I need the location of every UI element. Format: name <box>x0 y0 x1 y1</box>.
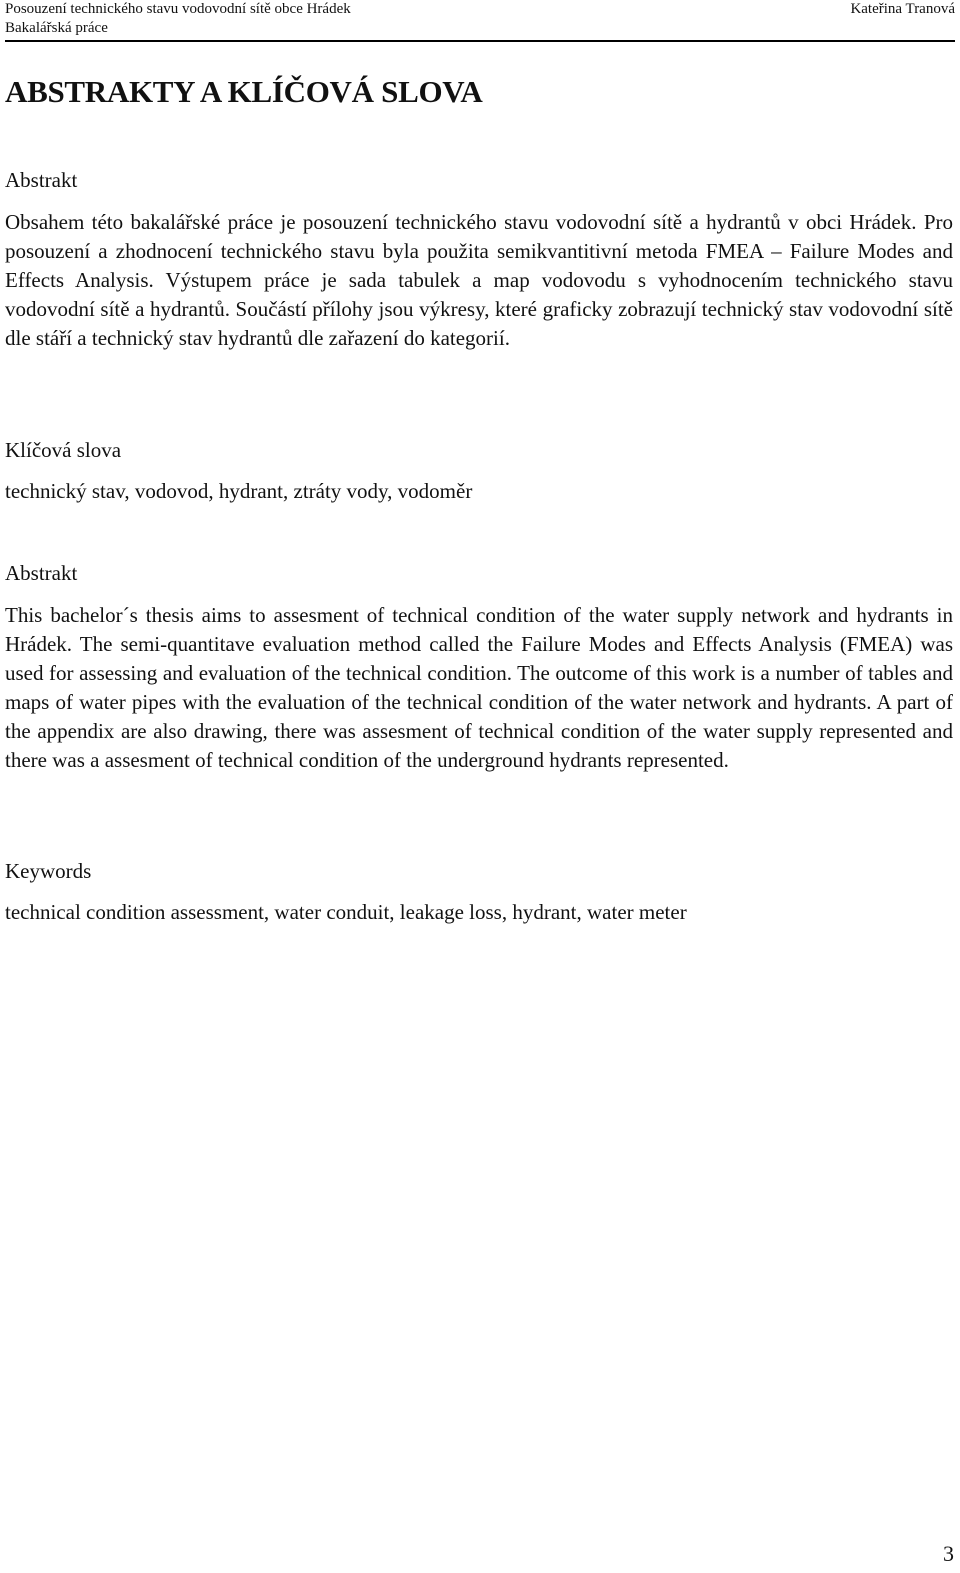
keywords-cz-section <box>5 436 953 506</box>
thesis-title: Posouzení technického stavu vodovodní sítě obce Hrádek <box>5 1 351 17</box>
page-title: ABSTRAKTY A KLÍČOVÁ SLOVA <box>5 74 483 109</box>
thesis-type: Bakalářská práce <box>5 20 108 36</box>
header-left <box>5 0 351 38</box>
abstract-cz-text: Obsahem této bakalářské práce je posouzení technického stavu vodovodní sítě a hydrantů v obci Hrádek. Pro posouzení a zhodnocení technického stavu byla použita semikvantitivní metoda FMEA – Failure Modes and Effects Analysis. Výstupem práce je sada tabulek a map vodovodu s vyhodnocením technického stavu vodovodní sítě a hydrantů. Součástí přílohy jsou výkresy, které graficky zobrazují technický stav vodovodní sítě dle stáří a technický stav hydrantů dle zařazení do kategorií. <box>5 210 953 350</box>
abstract-cz-heading: Abstrakt <box>5 168 78 192</box>
author-name: Kateřina Tranová <box>850 1 955 17</box>
page-header <box>5 0 955 42</box>
keywords-cz-heading: Klíčová slova <box>5 438 122 462</box>
abstract-en-heading: Abstrakt <box>5 561 78 585</box>
keywords-en-section <box>5 857 953 927</box>
keywords-en-heading: Keywords <box>5 859 92 883</box>
abstract-en-text: This bachelor´s thesis aims to assesment of technical condition of the water supply network and hydrants in Hrádek. The semi-quantitave evaluation method called the Failure Modes and Effects Analysis (FMEA) was used for assessing and evaluation of the technical condition. The outcome of this work is a number of tables and maps of water pipes with the evaluation of the technical condition of the water network and hydrants. A part of the appendix are also drawing, there was assesment of technical condition of the water supply represented and there was a assesment of technical condition of the underground hydrants represented. <box>5 603 953 772</box>
page-number: 3 <box>943 1541 954 1566</box>
abstract-cz-section <box>5 166 953 353</box>
keywords-en-text: technical condition assessment, water conduit, leakage loss, hydrant, water meter <box>5 900 687 924</box>
abstract-en-section <box>5 559 953 775</box>
keywords-cz-text: technický stav, vodovod, hydrant, ztráty vody, vodoměr <box>5 479 473 503</box>
